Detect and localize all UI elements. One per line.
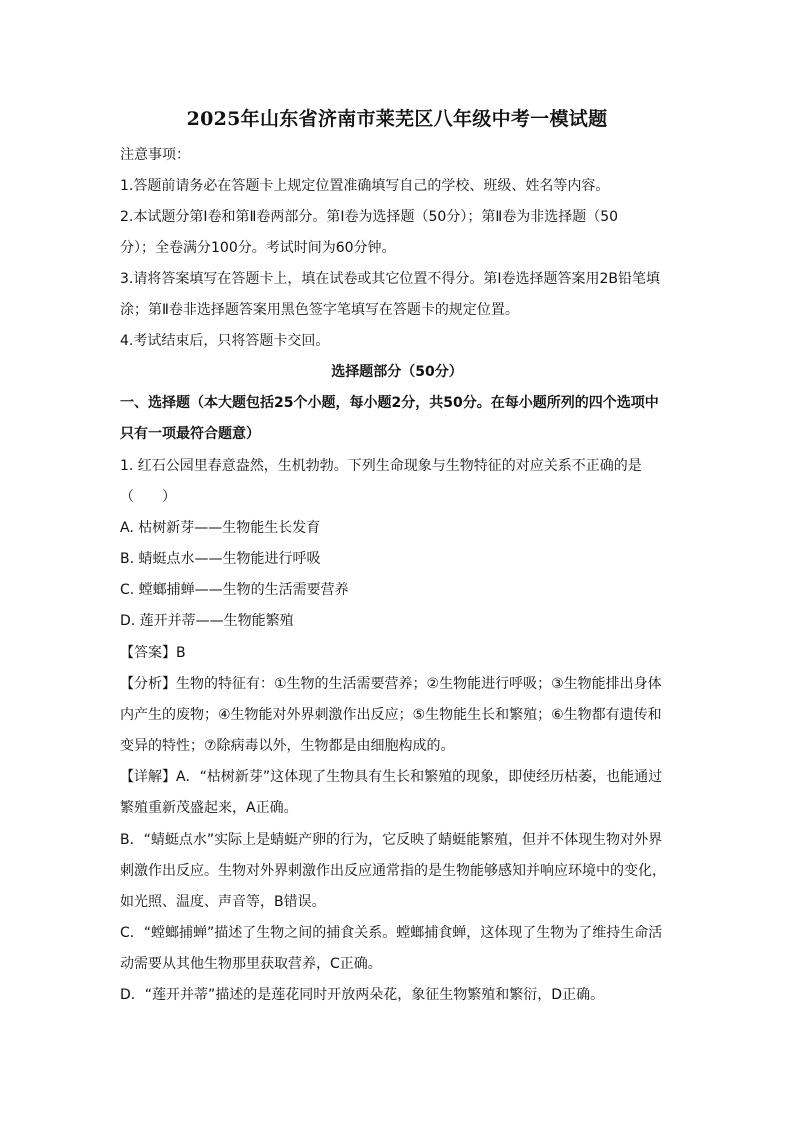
detail-line-2: 繁殖重新茂盛起来，A正确。 [120,800,298,816]
question-1-option-a: A. 枯树新芽——生物能生长发育 [120,520,321,536]
detail-line-8: D．“莲开并蒂”描述的是莲花同时开放两朵花，象征生物繁殖和繁衍，D正确。 [120,987,605,1003]
detail-line-3: B．“蜻蜓点水”实际上是蜻蜓产卵的行为，它反映了蜻蜓能繁殖，但并不体现生物对外界 [120,832,663,848]
question-1-blank: （ ） [120,489,176,505]
notice-item-2-line-2: 分）；全卷满分100分。考试时间为60分钟。 [120,240,396,256]
notice-heading: 注意事项： [120,147,190,163]
notice-item-3-line-1: 3.请将答案填写在答题卡上，填在试卷或其它位置不得分。第Ⅰ卷选择题答案用2B铅笔填 [120,271,660,287]
detail-line-7: 动需要从其他生物那里获取营养，C正确。 [120,956,382,972]
analysis-line-2: 内产生的废物；④生物能对外界刺激作出反应；⑤生物能生长和繁殖；⑥生物都有遗传和 [120,707,662,723]
question-1-option-c: C. 螳螂捕蝉——生物的生活需要营养 [120,582,349,598]
notice-item-1: 1.答题前请务必在答题卡上规定位置准确填写自己的学校、班级、姓名等内容。 [120,178,610,194]
question-1-option-d: D. 莲开并蒂——生物能繁殖 [120,613,294,629]
analysis-line-3: 变异的特性；⑦除病毒以外，生物都是由细胞构成的。 [120,738,455,754]
section-instructions-line-1: 一、选择题（本大题包括25个小题，每小题2分，共50分。在每小题所列的四个选项中 [120,395,659,411]
notice-item-2-line-1: 2.本试题分第Ⅰ卷和第Ⅱ卷两部分。第Ⅰ卷为选择题（50分）；第Ⅱ卷为非选择题（50 [120,209,619,225]
section-instructions-line-2: 只有一项最符合题意） [120,426,260,442]
analysis-line-1: 【分析】生物的特征有：①生物的生活需要营养；②生物能进行呼吸；③生物能排出身体 [120,676,662,692]
detail-line-4: 刺激作出反应。生物对外界刺激作出反应通常指的是生物能够感知并响应环境中的变化， [120,863,666,879]
notice-item-3-line-2: 涂；第Ⅱ卷非选择题答案用黑色签字笔填写在答题卡的规定位置。 [120,302,519,318]
question-1-option-b: B. 蜻蜓点水——生物能进行呼吸 [120,551,321,567]
notice-item-4: 4.考试结束后，只将答题卡交回。 [120,333,330,349]
detail-line-6: C．“螳螂捕蝉”描述了生物之间的捕食关系。螳螂捕食蝉，这体现了生物为了维持生命活 [120,925,663,941]
section-title: 选择题部分（50分） [331,364,463,380]
document-title: 2025年山东省济南市莱芜区八年级中考一模试题 [186,108,608,130]
detail-line-1: 【详解】A．“枯树新芽”这体现了生物具有生长和繁殖的现象，即使经历枯萎，也能通过 [120,769,663,785]
question-1-stem: 1. 红石公园里春意盎然，生机勃勃。下列生命现象与生物特征的对应关系不正确的是 [120,458,642,474]
detail-line-5: 如光照、温度、声音等，B错误。 [120,894,326,910]
question-1-answer: 【答案】B [120,645,186,661]
